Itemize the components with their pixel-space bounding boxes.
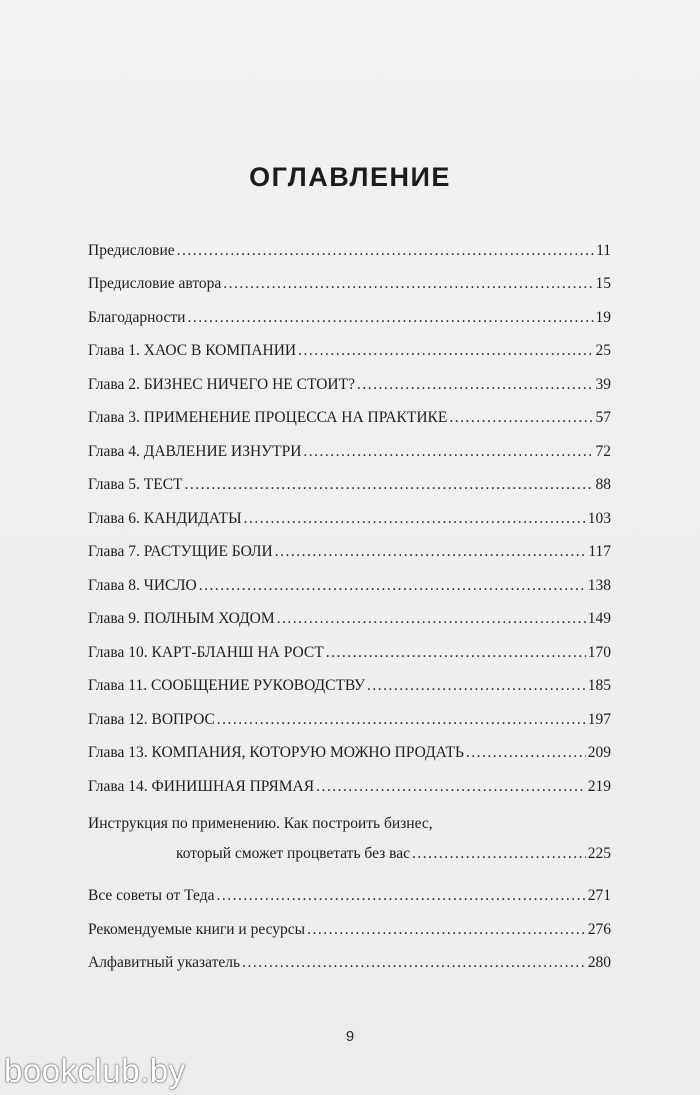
toc-entry-page: 25 xyxy=(595,342,611,359)
toc-entry-page: 103 xyxy=(587,510,611,527)
toc-appendix-entry xyxy=(88,885,611,907)
toc-entry-label: Глава 4. ДАВЛЕНИЕ ИЗНУТРИ xyxy=(88,443,302,460)
page-number: 9 xyxy=(345,1028,355,1045)
toc-entry-page: 225 xyxy=(587,845,611,862)
toc-entry-page: 15 xyxy=(595,275,611,292)
toc-entry-page: 197 xyxy=(587,711,611,728)
toc-entry-page: 185 xyxy=(587,677,611,694)
toc-entry xyxy=(88,742,611,764)
toc-entry xyxy=(88,608,611,630)
toc-entry-page: 72 xyxy=(595,443,611,460)
page-title: ОГЛАВЛЕНИЕ xyxy=(249,162,451,192)
toc-entry xyxy=(88,407,611,429)
toc-entry-label: Благодарности xyxy=(88,309,186,326)
toc-entry xyxy=(88,240,611,262)
toc-leader-dots xyxy=(277,608,586,630)
toc-appendix-entry xyxy=(88,919,611,941)
toc-entry-label: Глава 1. ХАОС В КОМПАНИИ xyxy=(88,342,297,359)
toc-entry xyxy=(88,474,611,496)
toc-leader-dots xyxy=(244,508,586,530)
toc-entry-page: 39 xyxy=(595,376,611,393)
toc-entry-page: 276 xyxy=(587,921,611,938)
toc-entry xyxy=(88,374,611,396)
toc-instruction-line2: который сможет процветать без вас xyxy=(176,845,411,862)
toc-leader-dots xyxy=(307,919,586,941)
toc-entry-page: 57 xyxy=(595,409,611,426)
toc-leader-dots xyxy=(199,575,586,597)
toc-entry xyxy=(88,273,611,295)
toc-instruction-line1: Инструкция по применению. Как построить бизнес, xyxy=(88,815,433,832)
toc-entry-label: Глава 6. КАНДИДАТЫ xyxy=(88,510,242,527)
toc-leader-dots xyxy=(298,340,593,362)
toc-leader-dots xyxy=(412,843,586,865)
toc-leader-dots xyxy=(275,541,587,563)
toc-entry-label: Глава 14. ФИНИШНАЯ ПРЯМАЯ xyxy=(88,778,315,795)
toc-leader-dots xyxy=(326,642,586,664)
toc-leader-dots xyxy=(367,675,586,697)
toc-entry-page: 280 xyxy=(587,954,611,971)
toc-entry-label: Глава 8. ЧИСЛО xyxy=(88,577,197,594)
toc-instruction-entry xyxy=(176,843,611,865)
toc-leader-dots xyxy=(316,776,586,798)
toc-entry-label: Глава 11. СООБЩЕНИЕ РУКОВОДСТВУ xyxy=(88,677,365,694)
toc-entry xyxy=(88,307,611,329)
toc-entry xyxy=(88,441,611,463)
toc-entry xyxy=(88,575,611,597)
toc-leader-dots xyxy=(357,374,594,396)
toc-entry-label: Глава 10. КАРТ-БЛАНШ НА РОСТ xyxy=(88,644,324,661)
toc-entry-label: Все советы от Теда xyxy=(88,887,215,904)
toc-leader-dots xyxy=(466,742,586,764)
toc-entry xyxy=(88,541,611,563)
toc-entry xyxy=(88,675,611,697)
watermark-logo: bookclub.by xyxy=(4,1052,186,1089)
toc-entry-page: 88 xyxy=(595,476,611,493)
toc-leader-dots xyxy=(216,885,585,907)
toc-entry-label: Глава 12. ВОПРОС xyxy=(88,711,215,728)
toc-entry-label: Рекомендуемые книги и ресурсы xyxy=(88,921,306,938)
toc-entry xyxy=(88,508,611,530)
toc-entry-label: Глава 5. ТЕСТ xyxy=(88,476,183,493)
toc-entry-page: 11 xyxy=(596,242,611,259)
toc-entry xyxy=(88,642,611,664)
toc-entry-page: 170 xyxy=(587,644,611,661)
toc-entry xyxy=(88,340,611,362)
toc-appendix-entry xyxy=(88,952,611,974)
toc-entry-page: 117 xyxy=(588,543,611,560)
toc-leader-dots xyxy=(217,709,586,731)
toc-leader-dots xyxy=(223,273,593,295)
toc-entry-page: 19 xyxy=(595,309,611,326)
toc-entry-label: Предисловие xyxy=(88,242,175,259)
toc-leader-dots xyxy=(242,952,586,974)
toc-entry-label: Глава 13. КОМПАНИЯ, КОТОРУЮ МОЖНО ПРОДАТЬ xyxy=(88,744,464,761)
toc-entry-label: Глава 9. ПОЛНЫМ ХОДОМ xyxy=(88,610,275,627)
toc-entry xyxy=(88,776,611,798)
toc-entry-page: 271 xyxy=(587,887,611,904)
toc-leader-dots xyxy=(185,474,594,496)
toc-entry-page: 219 xyxy=(587,778,611,795)
toc-entry-label: Глава 3. ПРИМЕНЕНИЕ ПРОЦЕССА НА ПРАКТИКЕ xyxy=(88,409,448,426)
toc-entry-page: 149 xyxy=(587,610,611,627)
toc-entry-page: 138 xyxy=(587,577,611,594)
toc-leader-dots xyxy=(187,307,593,329)
toc-entry-label: Глава 2. БИЗНЕС НИЧЕГО НЕ СТОИТ? xyxy=(88,376,355,393)
toc-entry-page: 209 xyxy=(587,744,611,761)
toc-leader-dots xyxy=(177,240,594,262)
toc-entry-label: Глава 7. РАСТУЩИЕ БОЛИ xyxy=(88,543,273,560)
toc-leader-dots xyxy=(449,407,593,429)
toc-leader-dots xyxy=(303,441,593,463)
toc-entry-label: Алфавитный указатель xyxy=(88,954,241,971)
toc-entry xyxy=(88,709,611,731)
toc-entry-label: Предисловие автора xyxy=(88,275,222,292)
